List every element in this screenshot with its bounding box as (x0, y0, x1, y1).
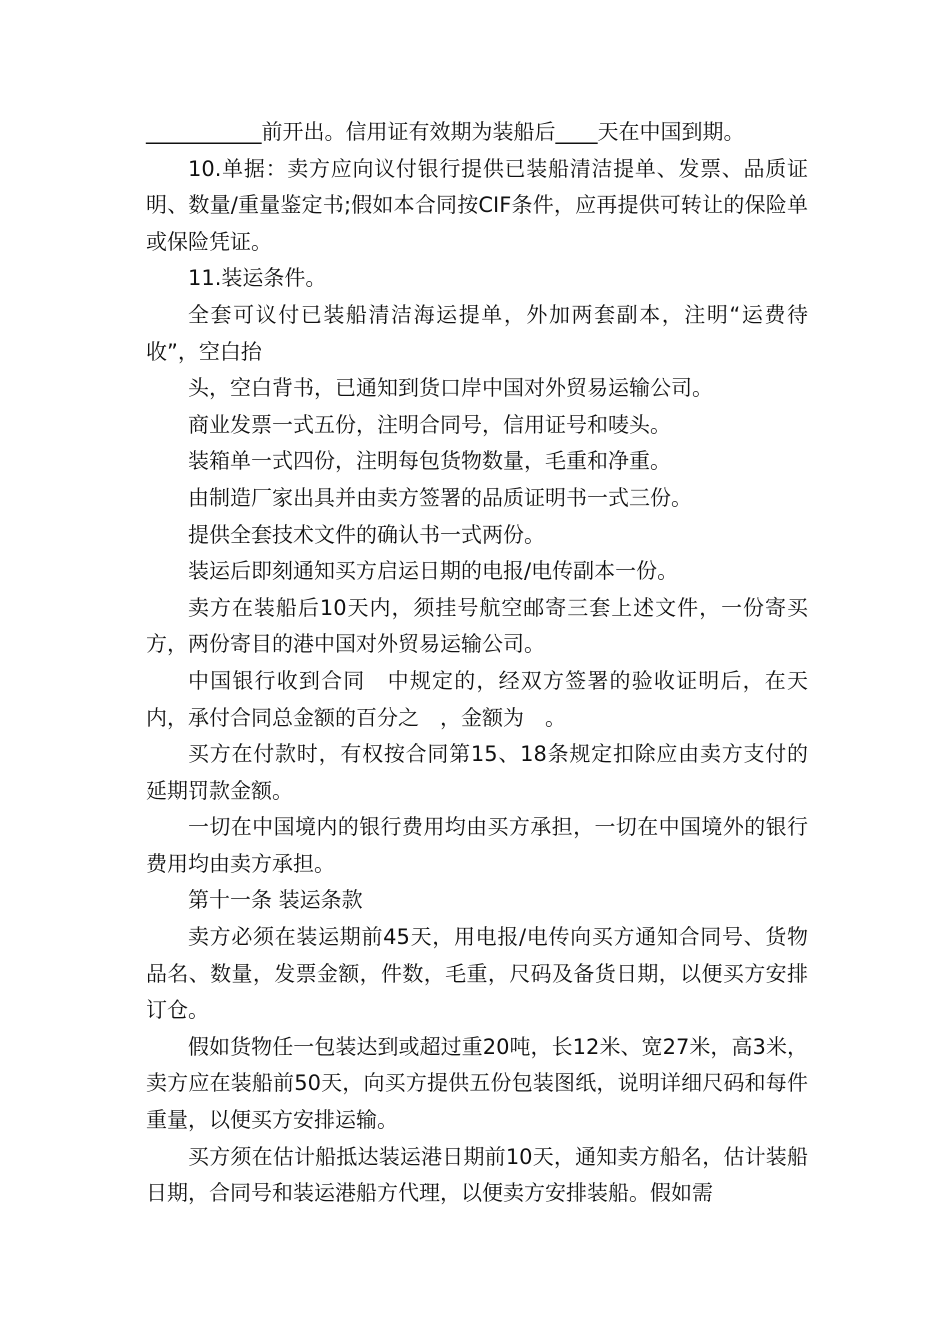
paragraph-11: 卖方在装船后10天内，须挂号航空邮寄三套上述文件，一份寄买方，两份寄目的港中国对外贸易运输公司。 (146, 595, 808, 657)
paragraph-4: 全套可议付已装船清洁海运提单，外加两套副本，注明“运费待收”，空白抬 (146, 302, 808, 364)
paragraph-5: 头，空白背书，已通知到货口岸中国对外贸易运输公司。 (188, 376, 713, 401)
paragraph-3: 11.装运条件。 (188, 266, 327, 291)
paragraph-2: 10.单据：卖方应向议付银行提供已装船清洁提单、发票、品质证明、数量/重量鉴定书;假如本合同按CIF条件，应再提供可转让的保险单或保险凭证。 (146, 156, 808, 254)
paragraph-13: 买方在付款时，有权按合同第15、18条规定扣除应由卖方支付的延期罚款金额。 (146, 742, 808, 803)
paragraph-16: 卖方必须在装运期前45天，用电报/电传向买方通知合同号、货物品名、数量，发票金额，件数，毛重，尺码及备货日期，以便买方安排订仓。 (146, 925, 808, 1023)
paragraph-9: 提供全套技术文件的确认书一式两份。 (188, 522, 545, 547)
paragraph-6: 商业发票一式五份，注明合同号，信用证号和唛头。 (188, 412, 671, 437)
paragraph-18: 买方须在估计船抵达装运港日期前10天，通知卖方船名，估计装船日期，合同号和装运港船方代理，以便卖方安排装船。假如需 (146, 1144, 808, 1206)
paragraph-12: 中国银行收到合同 中规定的，经双方签署的验收证明后，在天内，承付合同总金额的百分之 ，金额为 。 (146, 668, 808, 730)
paragraph-7: 装箱单一式四份，注明每包货物数量，毛重和净重。 (188, 449, 671, 474)
paragraph-8: 由制造厂家出具并由卖方签署的品质证明书一式三份。 (188, 485, 692, 510)
paragraph-14: 一切在中国境内的银行费用均由买方承担，一切在中国境外的银行费用均由卖方承担。 (146, 815, 808, 876)
paragraph-17: 假如货物任一包装达到或超过重20吨，长12米、宽27米，高3米，卖方应在装船前50天，向买方提供五份包装图纸，说明详细尺码和每件重量，以便买方安排运输。 (146, 1034, 808, 1133)
paragraph-10: 装运后即刻通知买方启运日期的电报/电传副本一份。 (188, 559, 679, 584)
paragraph-1: ___________前开出。信用证有效期为装船后____天在中国到期。 (146, 120, 745, 144)
document-body (146, 114, 808, 1212)
section-heading-article-11: 第十一条 装运条款 (188, 888, 363, 913)
